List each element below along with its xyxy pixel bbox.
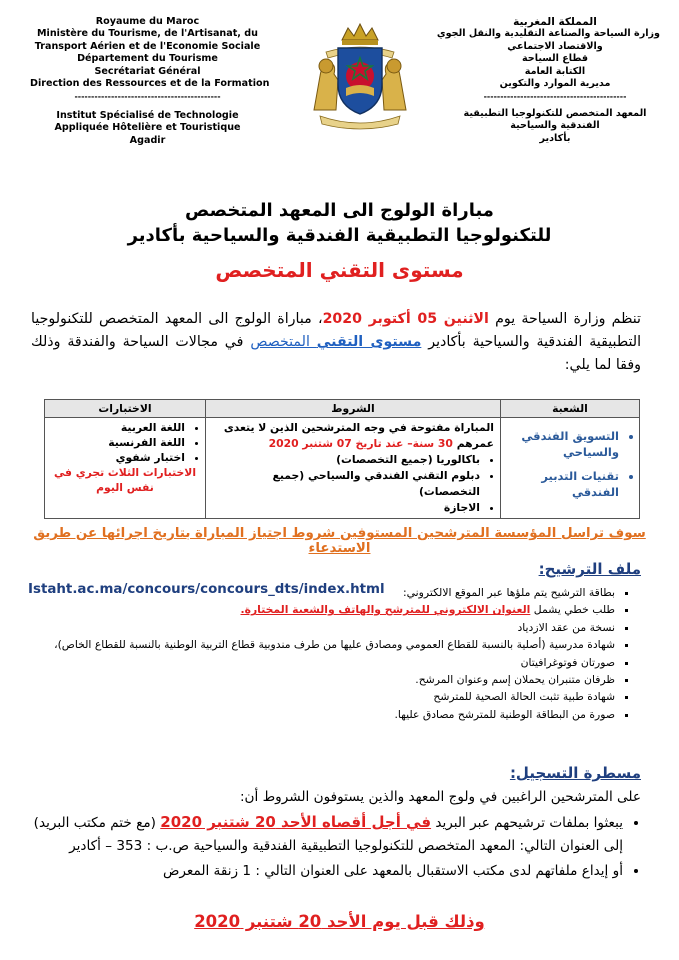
header-fr-line: Appliquée Hôtelière et Touristique: [54, 122, 241, 134]
registration-intro: على المترشحين الراغبين في ولوج المعهد والذين يستوفون الشروط أن:: [239, 789, 641, 805]
deadline: في أجل أقصاه الأحد 20 شتنبر 2020: [160, 813, 432, 831]
header-ar-divider: -------------------------------------------: [483, 92, 627, 102]
page-title: [0, 198, 679, 248]
level-suffix: المتخصص: [250, 334, 317, 350]
header-french: [30, 16, 270, 147]
exams-note: الاختبارات الثلاث تجري في نفس اليوم: [53, 466, 197, 494]
registration-heading: مسطرة التسجيل:: [509, 764, 641, 782]
branch-cell: [501, 418, 640, 519]
intro-text: ، مباراة الولوج الى المعهد المتخصص للتكنولوجيا التطبيقية الفندقية والسياحية بأكادير: [31, 311, 642, 350]
dossier-item-emphasis: العنوان الالكتروني للمترشح والهاتف والشعبة المختارة.: [240, 603, 531, 617]
dossier-list: [0, 584, 631, 723]
dossier-heading: ملف الترشيح:: [538, 560, 641, 578]
dossier-item: ▪ نسخة من عقد الازدياد: [0, 619, 615, 636]
conditions-cell: [206, 418, 501, 519]
intro-text: في مجالات السياحة والفندقة وذلك وفقا لما يلي:: [31, 334, 641, 373]
level-title: مستوى التقني المتخصص: [215, 258, 464, 282]
dossier-item: ▪ بطاقة الترشيح يتم ملؤها عبر الموقع الالكتروني:: [0, 584, 615, 601]
final-deadline: وذلك قبل يوم الأحد 20 شتنبر 2020: [194, 912, 485, 931]
exam-item: • اختبار شفوي: [51, 450, 185, 465]
dossier-item: ▪ صورتان فوتوغرافيتان: [0, 654, 615, 671]
registration-text: يبعثوا بملفات ترشيحهم عبر البريد: [431, 815, 623, 831]
exams-cell: [45, 418, 206, 519]
dossier-item: ▪ ظرفان متنبران يحملان إسم وعنوان المرشح.: [0, 671, 615, 688]
registration-bullet: • أو إيداع ملفاتهم لدى مكتب الاستقبال بالمعهد على العنوان التالي : 1 زنقة المعرض: [23, 860, 623, 883]
level-highlight: مستوى التقني: [316, 334, 422, 350]
header-ar-line: المملكة المغربية: [513, 16, 597, 28]
exam-item: • اللغة الفرنسية: [51, 435, 185, 450]
header-fr-line: Transport Aérien et de l'Economie Sociale: [34, 40, 261, 52]
dossier-item: ▪ شهادة طبية تثبت الحالة الصحية للمترشح: [0, 688, 615, 705]
dossier-item: ▪ صورة من البطاقة الوطنية للمترشح مصادق عليها.: [0, 706, 615, 723]
header-fr-line: Agadir: [129, 134, 166, 146]
header-fr-line: Institut Spécialisé de Technologie: [56, 109, 239, 121]
dossier-item-text: طلب خطي يشمل: [533, 603, 615, 617]
title-line-2: للتكنولوجيا التطبيقية الفندقية والسياحية بأكادير: [127, 225, 552, 246]
moroccan-coat-of-arms-emblem: [300, 18, 420, 130]
header-ar-line: والاقتصاد الاجتماعي: [507, 40, 603, 52]
condition-item: • دبلوم التقني الفندقي والسياحي (جميع التخصصات): [212, 468, 480, 500]
header-fr-line: Ministère du Tourisme, de l'Artisanat, du: [36, 28, 258, 40]
exam-item: • اللغة العربية: [51, 420, 185, 435]
header-fr-line: Direction des Ressources et de la Formation: [30, 78, 270, 90]
branch-item: • تقنيات التدبير الفندقي: [507, 468, 619, 500]
table-header-exams: الاختبارات: [45, 400, 206, 418]
exam-date: الاثنين 05 أكتوبر 2020: [322, 311, 489, 327]
header-ar-line: وزارة السياحة والصناعة التقليدية والنقل الجوي: [436, 28, 660, 40]
registration-text: (مع ختم مكتب البريد) إلى العنوان التالي: المعهد المتخصص للتكنولوجيا التطبيقية الفندقية والسياحية ص.ب : 353 – أكادير: [33, 815, 623, 854]
header-fr-line: Royaume du Maroc: [95, 16, 200, 27]
intro-text: تنظم وزارة السياحة يوم: [488, 311, 641, 327]
application-url-link[interactable]: Istaht.ac.ma/concours/concours_dts/index.html: [28, 582, 385, 597]
dossier-item: [0, 601, 615, 618]
table-header-branch: الشعبة: [501, 400, 640, 418]
age-limit: 30 سنة– عند تاريخ 07 شتنبر 2020: [268, 437, 453, 450]
header-ar-line: المعهد المتخصص للتكنولوجيا التطبيقية: [463, 107, 647, 119]
conditions-intro: المباراة مفتوحة في وجه المترشحين الذين لا يتعدى عمرهم: [223, 421, 494, 450]
table-row: [45, 418, 640, 519]
header-ar-line: بأكادير: [539, 132, 571, 144]
condition-item: • باكالوريا (جميع التخصصات): [212, 452, 480, 468]
registration-bullet: [23, 811, 623, 858]
header-fr-line: Secrétariat Général: [94, 65, 201, 77]
header-ar-line: قطاع السياحة: [521, 53, 589, 65]
convocation-notice: سوف تراسل المؤسسة المترشحين المستوفين شروط اجتياز المباراة بتاريخ اجرائها عن طريق الاستدعاء: [33, 526, 646, 556]
header-fr-divider: --------------------------------------------: [74, 92, 221, 102]
header-ar-line: الكتابة العامة: [524, 65, 586, 77]
branch-item: • التسويق الفندقي والسياحي: [507, 428, 619, 460]
exam-specification-table: [44, 399, 640, 519]
condition-item: • الاجازة: [212, 500, 480, 516]
header-arabic: [436, 16, 660, 145]
header-ar-line: الفندقية والسياحية: [510, 120, 600, 132]
intro-paragraph: [31, 308, 641, 377]
registration-body: [23, 786, 641, 885]
title-line-1: مباراة الولوج الى المعهد المتخصص: [185, 200, 494, 221]
table-header-conditions: الشروط: [206, 400, 501, 418]
dossier-item: ▪ شهادة مدرسية (أصلية بالنسبة للقطاع العمومي ومصادق عليها من طرف مندوبية قطاع التربية الوطنية بالنسبة للقطاع الخاص)،: [0, 636, 615, 653]
header-fr-line: Département du Tourisme: [77, 53, 218, 65]
header-ar-line: مديرية الموارد والتكوين: [499, 78, 611, 90]
